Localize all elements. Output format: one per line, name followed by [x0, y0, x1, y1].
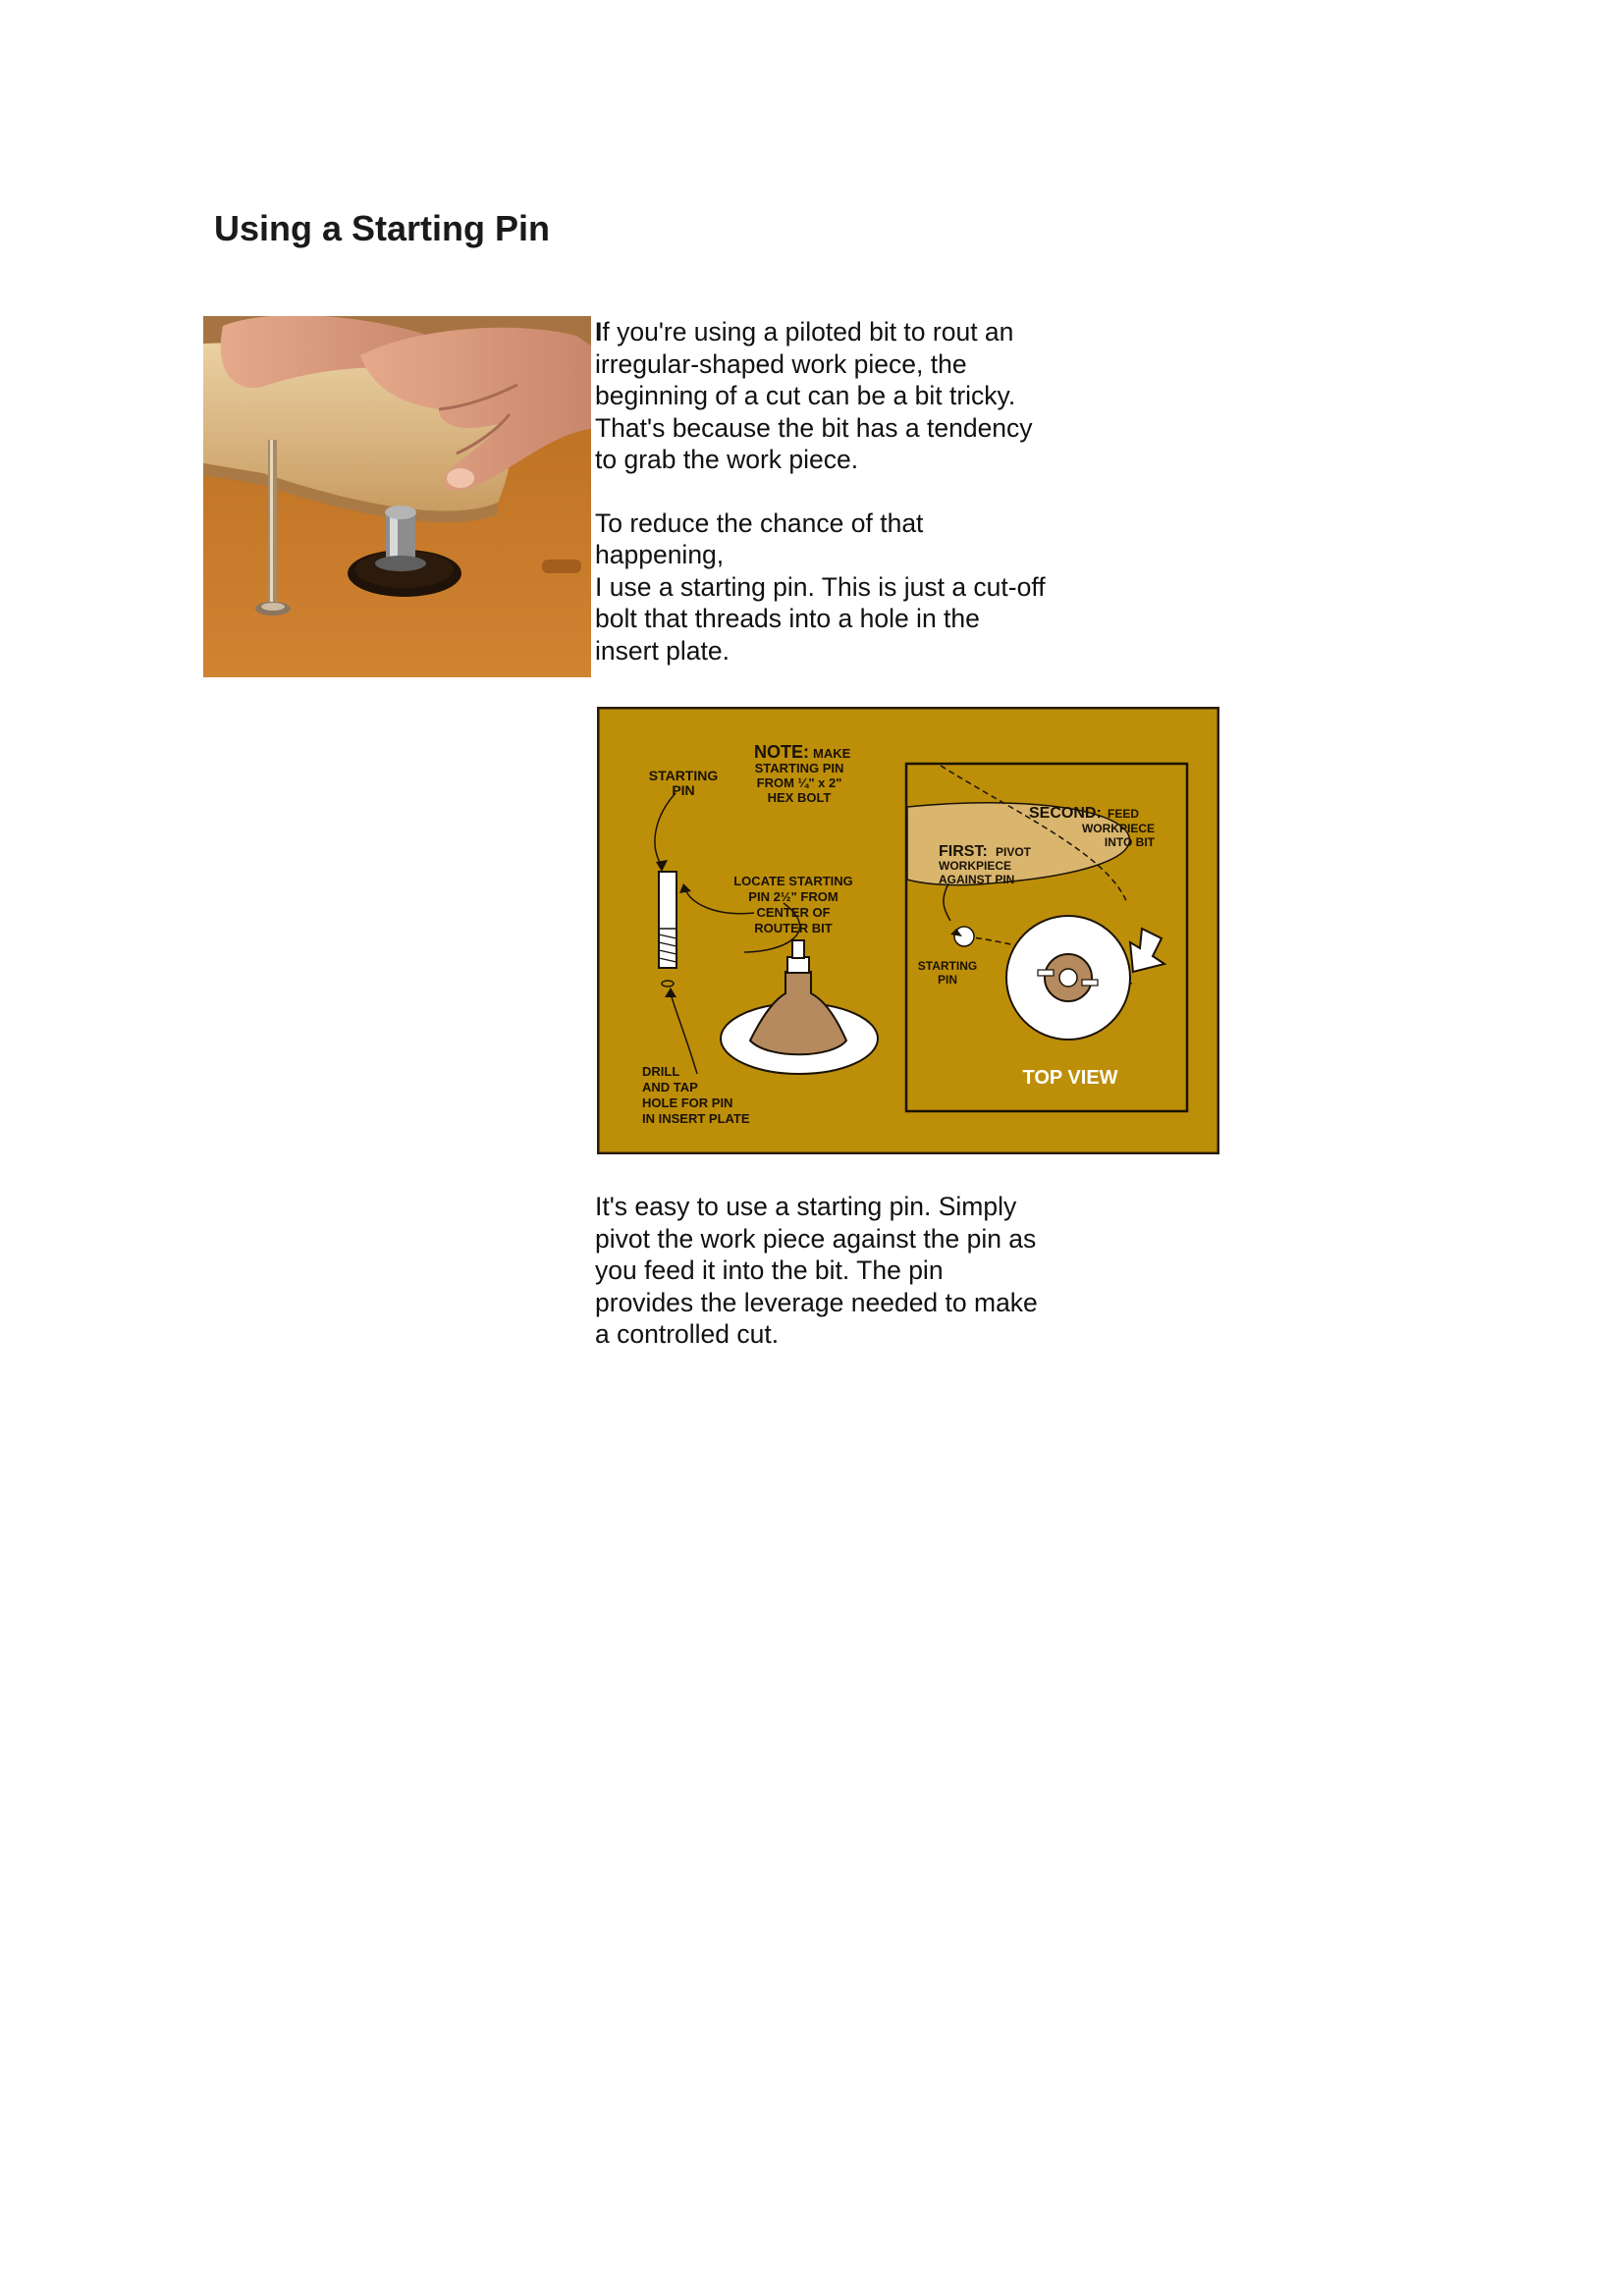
diagram-first-line-2: WORKPIECE — [939, 859, 1012, 873]
diagram-drill-line-2: AND TAP — [642, 1080, 698, 1095]
diagram-first-line-3: AGAINST PIN — [939, 873, 1015, 886]
starting-pin-diagram — [597, 707, 1219, 1154]
diagram-note-line-2: STARTING PIN — [754, 761, 844, 775]
diagram-drill-line-4: IN INSERT PLATE — [642, 1111, 750, 1126]
inset-pin-circle — [954, 927, 974, 946]
diagram-label-starting-pin-2: PIN — [672, 782, 695, 798]
diagram-second-line-2: WORKPIECE — [1081, 822, 1155, 835]
intro-paragraph-2 — [595, 507, 1047, 667]
diagram-locate-line-4: ROUTER BIT — [754, 921, 833, 935]
intro-paragraph-2-line-1: To reduce the chance of that happening, — [595, 507, 924, 569]
diagram-inset-pin-2: PIN — [937, 973, 958, 987]
outro-paragraph: It's easy to use a starting pin. Simply pivot the work piece against the pin as you feed it into the bit. The pin provides the leverage needed to make a controlled cut. — [595, 1192, 1038, 1349]
diagram-label-starting-pin-1: STARTING — [648, 768, 719, 783]
router-table-photo — [203, 316, 591, 677]
intro-text — [595, 316, 1047, 667]
diagram-inset-pin-1: STARTING — [917, 959, 978, 973]
intro-paragraph-1 — [595, 316, 1047, 476]
diagram-note-line-3: FROM ¼" x 2" — [756, 775, 842, 790]
diagram-locate-line-1: LOCATE STARTING — [733, 874, 853, 888]
drop-cap: I — [595, 317, 603, 347]
diagram-note-line-4: HEX BOLT — [767, 790, 832, 805]
diagram-locate-line-3: CENTER OF — [756, 905, 831, 920]
diagram-first-line-1: PIVOT — [996, 845, 1032, 859]
diagram-drill-line-1: DRILL — [642, 1064, 680, 1079]
diagram-top-view-label: TOP VIEW — [1022, 1067, 1118, 1089]
page-title: Using a Starting Pin — [214, 208, 551, 248]
diagram-second-bold: SECOND: — [1029, 805, 1102, 822]
diagram-note-line-1: MAKE — [813, 746, 851, 761]
diagram-second-line-1: FEED — [1108, 807, 1140, 821]
diagram-note-bold: NOTE: — [754, 742, 809, 762]
diagram-locate-line-2: PIN 2½" FROM — [748, 889, 839, 904]
intro-paragraph-1-text: f you're using a piloted bit to rout an irregular-shaped work piece, the beginning of a cut can be a bit tricky. That's because the bit has a tendency to grab the work piece. — [595, 317, 1033, 474]
diagram-drill-line-3: HOLE FOR PIN — [642, 1095, 733, 1110]
diagram-second-line-3: INTO BIT — [1104, 835, 1155, 849]
outro-text — [595, 1191, 1047, 1351]
intro-paragraph-2-line-2: I use a starting pin. This is just a cut-off bolt that threads into a hole in the insert plate. — [595, 571, 1046, 666]
diagram-first-bold: FIRST: — [939, 843, 988, 860]
